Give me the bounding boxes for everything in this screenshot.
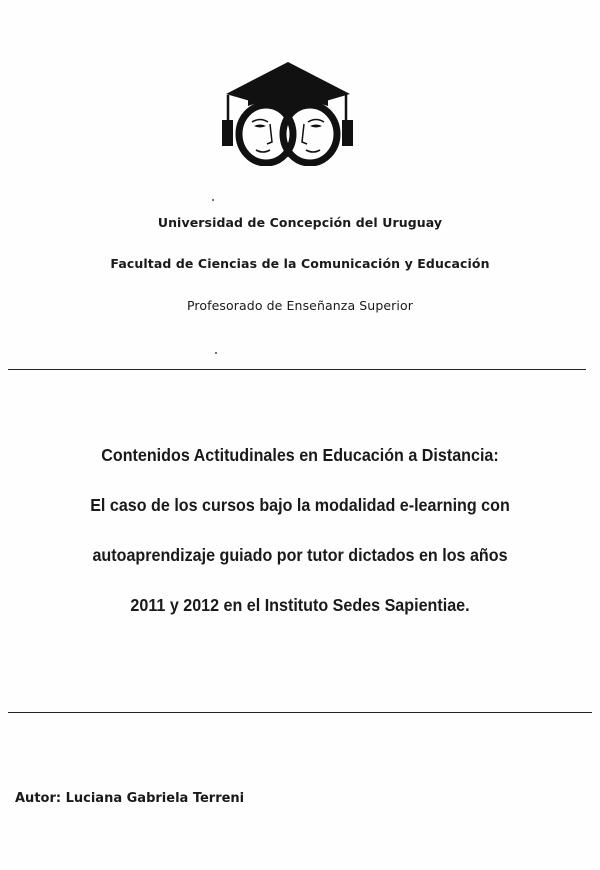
- title-line-3: autoaprendizaje guiado por tutor dictados en los años: [92, 545, 508, 565]
- bottom-divider: [8, 712, 592, 713]
- title-line-4: 2011 y 2012 en el Instituto Sedes Sapientiae.: [130, 595, 470, 615]
- top-divider: [8, 369, 586, 370]
- faculty-name: Facultad de Ciencias de la Comunicación y Educación: [110, 256, 490, 271]
- title-line-2: El caso de los cursos bajo la modalidad e-learning con: [90, 495, 510, 515]
- university-name: Universidad de Concepción del Uruguay: [157, 215, 443, 230]
- author-label: Autor:: [15, 791, 62, 806]
- author-name: Luciana Gabriela Terreni: [65, 791, 245, 806]
- scan-speck: [212, 199, 214, 201]
- university-logo-icon: [218, 62, 358, 166]
- program-name: Profesorado de Enseñanza Superior: [187, 298, 413, 313]
- author-line: [15, 791, 244, 806]
- scan-speck: [215, 352, 217, 354]
- title-line-1: Contenidos Actitudinales en Educación a Distancia:: [101, 445, 499, 465]
